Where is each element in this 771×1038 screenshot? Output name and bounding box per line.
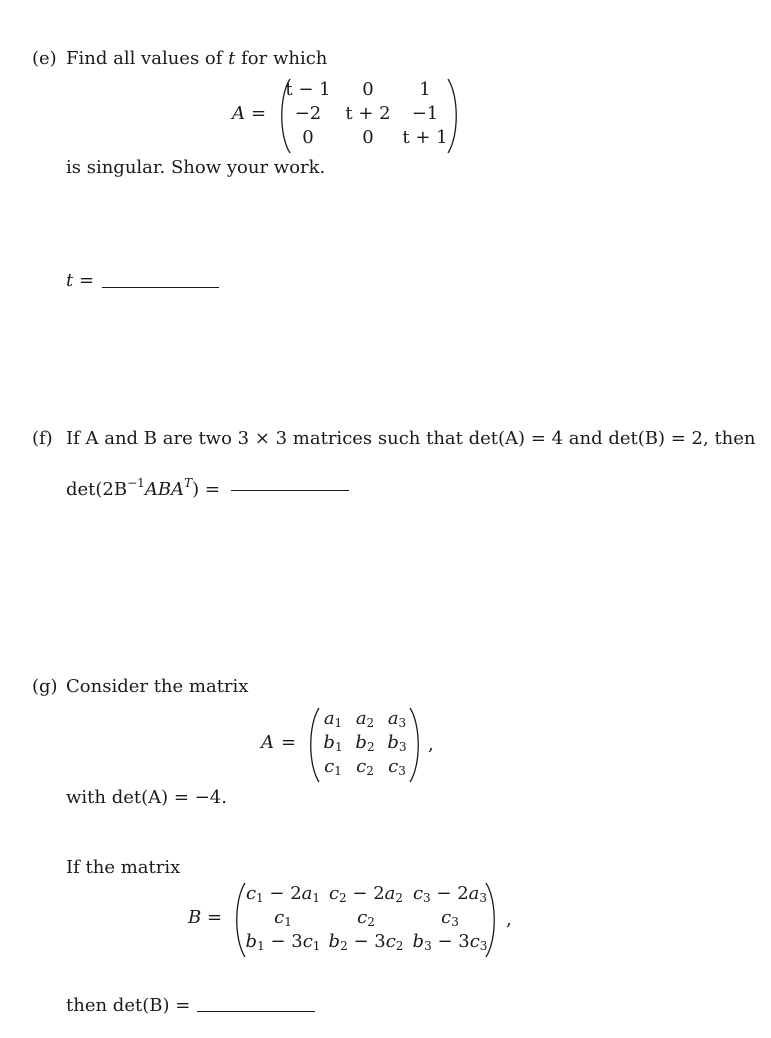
part-g-B-cell-1-1: $c_2$ [357,907,375,929]
part-e-cell-0-2: 1 [419,79,431,100]
part-f-label: (f) [32,428,53,449]
part-e-cell-1-1: t + 2 [345,103,391,124]
part-f-answer-blank[interactable] [231,490,349,491]
part-g-B-cell-2-2: $b_3 - 3c_3$ [412,931,488,953]
part-e-prompt-var: t [228,48,236,69]
part-e-answer-var: t [66,270,74,291]
part-e-prompt-suffix: for which [241,48,328,69]
part-g-B-name: B [188,907,202,928]
part-g-intro: Consider the matrix [66,676,249,697]
part-e-answer-blank[interactable] [102,287,219,288]
part-g-B-cell-1-2: $c_3$ [441,907,459,929]
part-e-answer-eq: = [79,270,95,291]
part-f-eq: = [204,479,220,500]
part-g-A-cell-0-1: $a_2$ [355,708,375,730]
part-g-with-text: with det(A) = −4. [66,787,227,808]
part-e-eq: = [251,103,267,124]
part-f-inverse-sup: −1 [127,476,145,490]
part-e-prompt [66,48,327,69]
part-g-A-cell-2-1: $c_2$ [356,756,374,778]
part-f-det: det(2B [66,479,128,500]
part-g-A-cell-1-1: $b_2$ [355,732,375,754]
part-f-close: ) [192,479,200,500]
part-g-then-text: then det(B) = [66,995,191,1016]
part-g-B-cell-2-1: $b_2 - 3c_2$ [328,931,404,953]
part-g-label: (g) [32,676,58,697]
part-g-B-eq: = [207,907,223,928]
part-g-B-comma: , [506,909,512,930]
part-e-cell-2-2: t + 1 [402,127,448,148]
part-e-label: (e) [32,48,57,69]
part-g-A-cell-2-2: $c_3$ [388,756,406,778]
part-f-text: If A and B are two 3 × 3 matrices such that det(A) = 4 and det(B) = 2, then [66,428,756,449]
part-e-cell-0-0: t − 1 [285,79,331,100]
part-g-A-cell-0-2: $a_3$ [387,708,407,730]
part-e-cell-2-0: 0 [302,127,314,148]
part-e-prompt-prefix: Find all values of [66,48,223,69]
part-g-A-cell-0-0: $a_1$ [323,708,343,730]
part-f-aba: ABA [144,479,185,500]
part-e-cell-1-2: −1 [411,103,439,124]
part-f-expression [66,476,220,500]
part-e-matrix-name: A [232,103,245,124]
part-e-cell-2-1: 0 [362,127,374,148]
part-g-A-cell-2-0: $c_1$ [324,756,342,778]
part-e-cell-1-0: −2 [294,103,322,124]
part-g-A-cell-1-0: $b_1$ [323,732,343,754]
part-g-A-eq: = [281,732,297,753]
part-g-B-cell-2-0: $b_1 - 3c_1$ [245,931,321,953]
part-g-B-cell-0-1: $c_2 - 2a_2$ [328,883,404,905]
part-g-A-name: A [261,732,274,753]
part-g-B-cell-0-2: $c_3 - 2a_3$ [412,883,488,905]
part-g-A-cell-1-2: $b_3$ [387,732,407,754]
part-f-transpose-sup: T [184,476,193,490]
part-g-if-text: If the matrix [66,857,181,878]
part-e-after-text: is singular. Show your work. [66,157,326,178]
part-g-answer-blank[interactable] [197,1011,315,1012]
part-e-cell-0-1: 0 [362,79,374,100]
part-g-A-comma: , [428,734,434,755]
part-g-B-cell-0-0: $c_1 - 2a_1$ [245,883,321,905]
part-g-B-cell-1-0: $c_1$ [274,907,292,929]
